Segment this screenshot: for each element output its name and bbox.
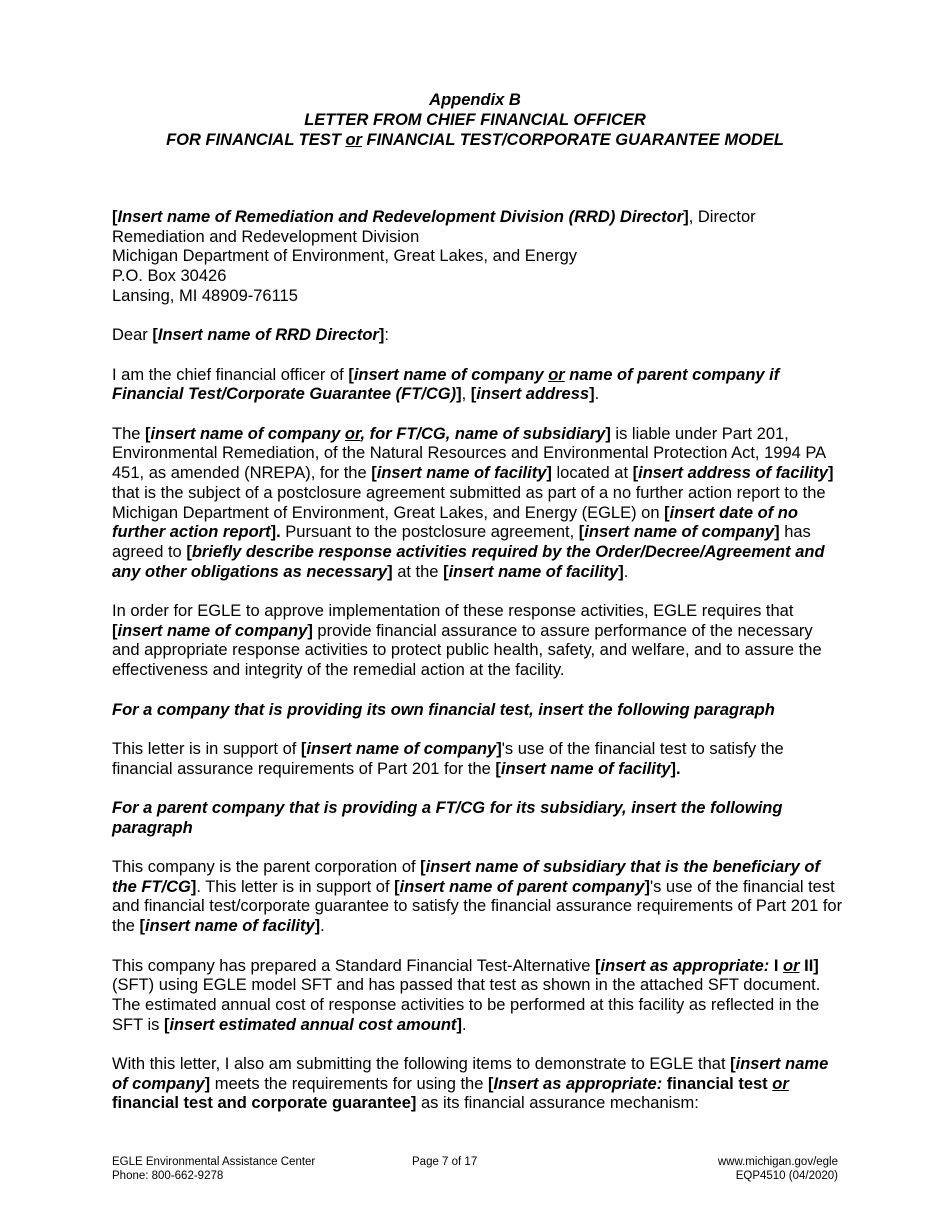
paragraph-financial-test-support: This letter is in support of [insert name of company]'s use of the financial test to satisfy the financial assurance requirements of Part 201 for the [insert name of facility]. bbox=[112, 739, 784, 778]
paragraph-cfo-intro: I am the chief financial officer of [insert name of company or name of parent company if Financial Test/Corporate Guarantee (FT/CG)], [insert address]. bbox=[112, 365, 780, 404]
document-heading bbox=[0, 90, 950, 150]
paragraph-submission-items: With this letter, I also am submitting the following items to demonstrate to EGLE that [insert name of company] meets the requirements for using the [Insert as appropriate: financial test or financial test and corporate guarantee] as its financial assurance mechanism: bbox=[112, 1055, 829, 1113]
footer-contact bbox=[112, 1155, 315, 1183]
address-line-po-box: P.O. Box 30426 bbox=[112, 267, 227, 286]
footer-website: www.michigan.gov/egle bbox=[717, 1156, 838, 1168]
address-line-department: Michigan Department of Environment, Great Lakes, and Energy bbox=[112, 247, 577, 266]
footer-form-number: EQP4510 (04/2020) bbox=[735, 1170, 838, 1182]
address-line-city: Lansing, MI 48909-76115 bbox=[112, 286, 298, 305]
instruction-parent-company: For a parent company that is providing a FT/CG for its subsidiary, insert the following paragraph bbox=[112, 798, 783, 837]
footer-web-info bbox=[718, 1155, 838, 1183]
paragraph-liability: The [insert name of company or, for FT/CG, name of subsidiary] is liable under Part 201, Environmental Remediation, of the Natural Resources and Environmental Protection Act, 1994 PA 451, as amended (NREPA), for the [insert name of facility] located at [insert address of facility] that is the subject of a postclosure agreement submitted as part of a no further action report to the Michigan Department of Environment, Great Lakes, and Energy (EGLE) on [insert date of no further action report]. Pursuant to the postclosure agreement, [insert name of company] has agreed to [briefly describe response activities required by the Order/Decree/Agreement and any other obligations as necessary] at the [insert name of facility]. bbox=[112, 424, 834, 581]
footer-center-name: EGLE Environmental Assistance Center bbox=[112, 1156, 316, 1168]
page-footer bbox=[112, 1155, 838, 1189]
director-name-placeholder: Insert name of Remediation and Redevelopment Division (RRD) Director bbox=[117, 208, 684, 226]
letter-title: LETTER FROM CHIEF FINANCIAL OFFICER bbox=[304, 111, 646, 129]
paragraph-sft: This company has prepared a Standard Financial Test-Alternative [insert as appropriate: I or II] (SFT) using EGLE model SFT and has passed that test as shown in the attached SFT document. The estimated annual cost of response activities to be performed at this facility as reflected in the SFT is [insert estimated annual cost amount]. bbox=[112, 956, 821, 1034]
paragraph-parent-corporation: This company is the parent corporation of [insert name of subsidiary that is the beneficiary of the FT/CG]. This letter is in support of [insert name of parent company]'s use of the financial test and financial test/corporate guarantee to satisfy the financial assurance requirements of Part 201 for the [insert name of facility]. bbox=[112, 858, 843, 936]
appendix-title: Appendix B bbox=[429, 91, 521, 109]
page-number: Page 7 of 17 bbox=[412, 1156, 478, 1168]
address-line-division: Remediation and Redevelopment Division bbox=[112, 227, 420, 246]
address-block: [Insert name of Remediation and Redevelopment Division (RRD) Director], Director Remediation and Redevelopment Division Michigan Department of Environment, Great Lakes, and Energy P.O. Box 30426 Lansing, MI 48909-76115 bbox=[112, 208, 756, 305]
letter-body bbox=[112, 208, 844, 1134]
paragraph-egle-requirement: In order for EGLE to approve implementation of these response activities, EGLE requires that [insert name of company] provide financial assurance to assure performance of the necessary and appropriate response activities to protect public health, safety, and welfare, and to assure the effectiveness and integrity of the remedial action at the facility. bbox=[112, 602, 822, 680]
letter-subtitle: FOR FINANCIAL TEST or FINANCIAL TEST/CORPORATE GUARANTEE MODEL bbox=[166, 131, 784, 149]
instruction-own-financial-test: For a company that is providing its own financial test, insert the following paragraph bbox=[112, 700, 775, 719]
salutation: Dear [Insert name of RRD Director]: bbox=[112, 326, 389, 345]
footer-phone: Phone: 800-662-9278 bbox=[112, 1170, 224, 1182]
